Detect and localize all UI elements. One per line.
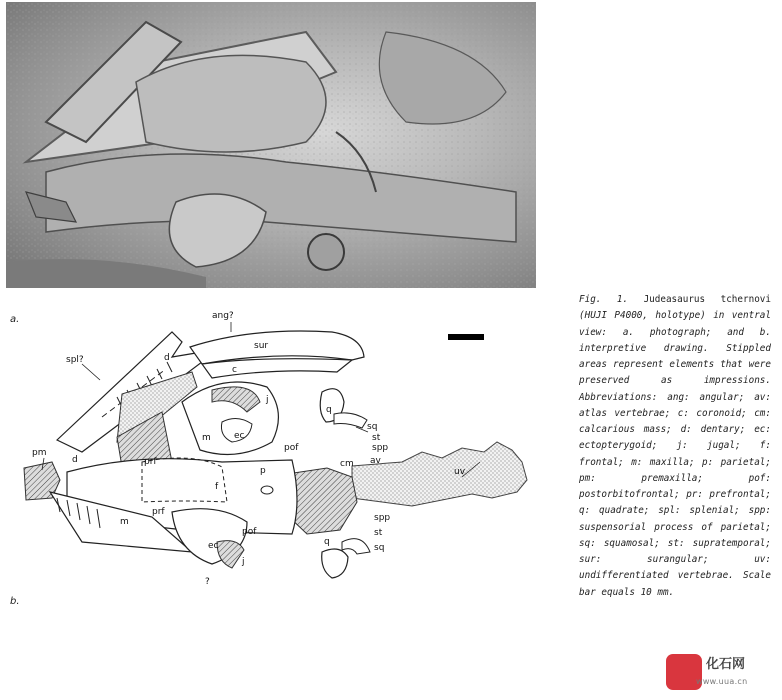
label-p: p <box>260 466 266 476</box>
label-pof-lower: pof <box>242 527 257 537</box>
label-ang: ang? <box>212 311 234 321</box>
panel-b-label: b. <box>10 596 20 607</box>
label-av: av <box>370 456 381 466</box>
label-ec-upper: ec <box>234 431 245 441</box>
label-q-upper: q <box>326 405 332 415</box>
label-sq-upper: sq <box>367 422 378 432</box>
label-d-lower: d <box>72 455 78 465</box>
label-f: f <box>215 482 219 492</box>
label-q-lower: q <box>324 537 330 547</box>
label-m-upper: m <box>202 433 211 443</box>
label-st-upper: st <box>372 433 381 443</box>
figure-caption <box>579 292 771 601</box>
label-spl: spl? <box>66 355 84 365</box>
label-m-lower: m <box>120 517 129 527</box>
watermark-url: www.uua.cn <box>696 677 748 686</box>
caption-specimen: (HUJI P4000, holotype) <box>579 310 706 322</box>
label-spp-lower: spp <box>374 513 391 523</box>
label-st-lower: st <box>374 528 383 538</box>
label-j-upper: j <box>266 395 269 405</box>
label-spp-upper: spp <box>372 443 389 453</box>
label-unknown: ? <box>205 577 210 587</box>
panel-a-label: a. <box>10 314 20 325</box>
label-prf-upper: prf <box>144 457 157 467</box>
caption-scale: Scale bar equals 10 mm. <box>579 570 771 598</box>
fossil-photograph <box>6 2 536 288</box>
label-sur: sur <box>254 341 269 351</box>
label-prf-lower: prf <box>152 507 165 517</box>
watermark-name: 化石网 <box>706 657 746 672</box>
label-c: c <box>232 365 237 375</box>
scale-bar <box>448 334 484 340</box>
caption-taxon: Judeasaurus tchernovi <box>643 294 771 305</box>
caption-line1: in ventral view: <box>579 310 771 338</box>
caption-view-a: a. photograph; and b. <box>622 326 771 338</box>
label-pm: pm <box>32 448 47 458</box>
label-sq-lower: sq <box>374 543 385 553</box>
label-j-lower: j <box>242 557 245 567</box>
label-d-upper: d <box>164 353 170 363</box>
interpretive-drawing <box>22 302 546 596</box>
label-ec-lower: ec <box>208 541 219 551</box>
label-cm: cm <box>340 459 354 469</box>
label-pof-upper: pof <box>284 443 299 453</box>
label-uv: uv <box>454 467 466 477</box>
caption-fig-label: Fig. 1. <box>579 294 629 305</box>
caption-body: interpretive drawing. Stippled areas represent elements that were preserved as impressions. Abbreviations: ang: angular; av: atlas vertebrae; c: coronoid; cm: calcarious mass; d: dentary; ec: ectopterygoid; j: jugal; f: frontal; m: maxilla; p: parietal; pm: premaxilla; pof: postorbitofrontal; pr: prefrontal; q: quadrate; spl: splenial; spp: suspensorial process of parietal; sq: squamosal; st: supratemporal; sur: surangular; uv: undifferentiated vertebrae. <box>579 342 771 582</box>
site-watermark <box>666 652 776 694</box>
